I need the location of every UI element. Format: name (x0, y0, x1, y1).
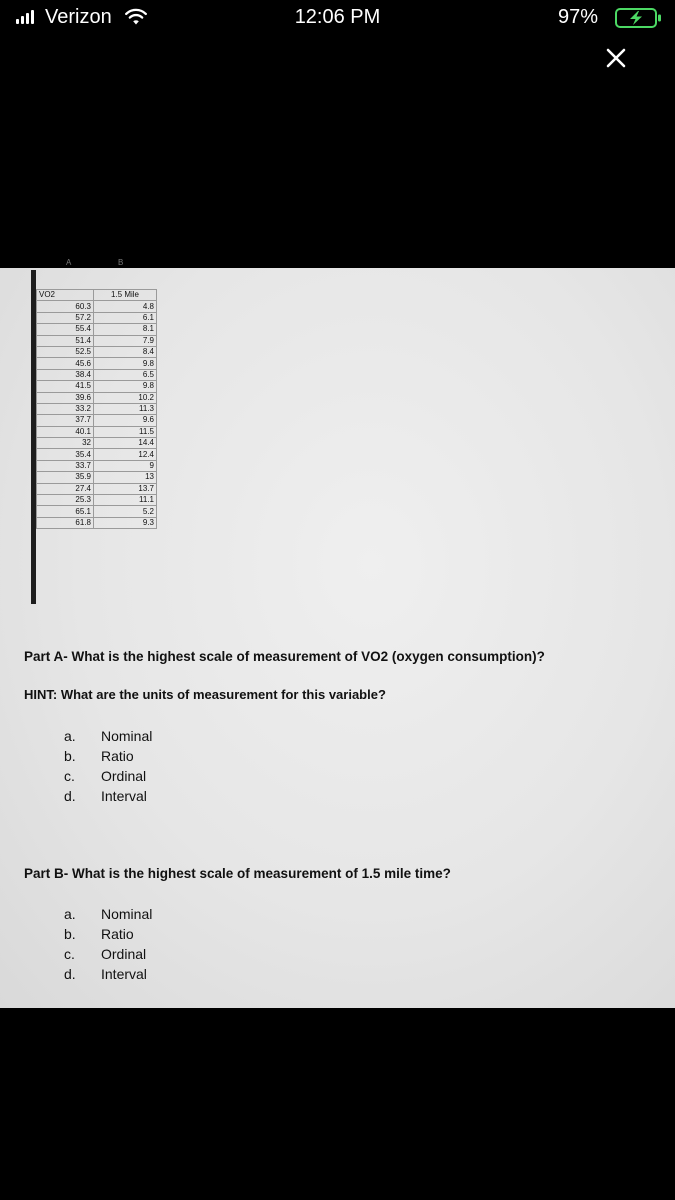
option-letter: c. (64, 946, 75, 962)
cell-mile-time: 9 (94, 460, 157, 471)
cell-mile-time: 8.4 (94, 346, 157, 357)
option-letter: c. (64, 768, 75, 784)
cell-vo2: 33.7 (37, 460, 94, 471)
cell-vo2: 39.6 (37, 392, 94, 403)
carrier-name: Verizon (45, 6, 112, 28)
cell-vo2: 41.5 (37, 381, 94, 392)
homework-photo (0, 258, 675, 1008)
cell-mile-time: 4.8 (94, 301, 157, 312)
table-row (37, 312, 157, 323)
table-row (37, 346, 157, 357)
battery-percent: 97% (557, 6, 598, 28)
cell-vo2: 35.4 (37, 449, 94, 460)
cell-mile-time: 9.6 (94, 415, 157, 426)
clock: 12:06 PM (294, 6, 381, 28)
table-row (37, 324, 157, 335)
close-button[interactable] (596, 38, 636, 78)
cell-vo2: 57.2 (37, 312, 94, 323)
cell-mile-time: 11.5 (94, 426, 157, 437)
cell-mile-time: 14.4 (94, 438, 157, 449)
cell-mile-time: 9.8 (94, 381, 157, 392)
cell-mile-time: 13.7 (94, 483, 157, 494)
table-row (37, 301, 157, 312)
battery-charging-icon (615, 8, 662, 28)
status-bar (0, 0, 675, 40)
cell-mile-time: 7.9 (94, 335, 157, 346)
cell-mile-time: 6.1 (94, 312, 157, 323)
option-text: Nominal (101, 728, 153, 744)
cell-mile-time: 8.1 (94, 324, 157, 335)
cell-vo2: 27.4 (37, 483, 94, 494)
table-row (37, 495, 157, 506)
table-row (37, 460, 157, 471)
cell-mile-time: 11.3 (94, 403, 157, 414)
option-text: Nominal (101, 906, 153, 922)
option-text: Ordinal (101, 946, 147, 962)
table-row (37, 472, 157, 483)
column-letter-a: A (66, 258, 72, 267)
option-letter: b. (64, 748, 76, 764)
close-icon (605, 47, 627, 69)
option-letter: a. (64, 906, 76, 922)
option-text: Ratio (101, 748, 134, 764)
table-row (37, 369, 157, 380)
cell-mile-time: 13 (94, 472, 157, 483)
header-vo2: VO2 (37, 290, 94, 301)
option-text: Ordinal (101, 768, 147, 784)
cell-vo2: 33.2 (37, 403, 94, 414)
option-letter: a. (64, 728, 76, 744)
cell-vo2: 37.7 (37, 415, 94, 426)
spreadsheet (36, 258, 158, 608)
cell-vo2: 40.1 (37, 426, 94, 437)
cell-mile-time: 5.2 (94, 506, 157, 517)
table-row (37, 415, 157, 426)
cell-vo2: 38.4 (37, 369, 94, 380)
cell-vo2: 45.6 (37, 358, 94, 369)
cell-mile-time: 6.5 (94, 369, 157, 380)
table-row (37, 426, 157, 437)
option-text: Ratio (101, 926, 134, 942)
table-row (37, 381, 157, 392)
header-mile-time: 1.5 Mile (94, 290, 157, 301)
cell-vo2: 25.3 (37, 495, 94, 506)
table-row (37, 403, 157, 414)
option-letter: d. (64, 966, 76, 982)
cell-vo2: 32 (37, 438, 94, 449)
spreadsheet-table (36, 289, 157, 529)
cell-mile-time: 9.3 (94, 517, 157, 528)
cell-mile-time: 12.4 (94, 449, 157, 460)
table-header-row (37, 290, 157, 301)
option-letter: d. (64, 788, 76, 804)
cell-vo2: 51.4 (37, 335, 94, 346)
part-a-question: Part A- What is the highest scale of measurement of VO2 (oxygen consumption)? (24, 649, 545, 664)
table-row (37, 449, 157, 460)
cell-vo2: 55.4 (37, 324, 94, 335)
cell-vo2: 61.8 (37, 517, 94, 528)
cell-vo2: 52.5 (37, 346, 94, 357)
cell-vo2: 35.9 (37, 472, 94, 483)
column-letter-b: B (118, 258, 124, 267)
cell-vo2: 60.3 (37, 301, 94, 312)
table-row (37, 506, 157, 517)
table-row (37, 335, 157, 346)
cell-vo2: 65.1 (37, 506, 94, 517)
part-a-hint: HINT: What are the units of measurement for this variable? (24, 687, 386, 702)
part-b-question: Part B- What is the highest scale of measurement of 1.5 mile time? (24, 866, 451, 881)
option-text: Interval (101, 788, 147, 804)
table-row (37, 483, 157, 494)
table-row (37, 358, 157, 369)
option-letter: b. (64, 926, 76, 942)
table-row (37, 438, 157, 449)
cell-mile-time: 10.2 (94, 392, 157, 403)
table-row (37, 517, 157, 528)
option-text: Interval (101, 966, 147, 982)
cell-mile-time: 11.1 (94, 495, 157, 506)
cell-mile-time: 9.8 (94, 358, 157, 369)
table-row (37, 392, 157, 403)
